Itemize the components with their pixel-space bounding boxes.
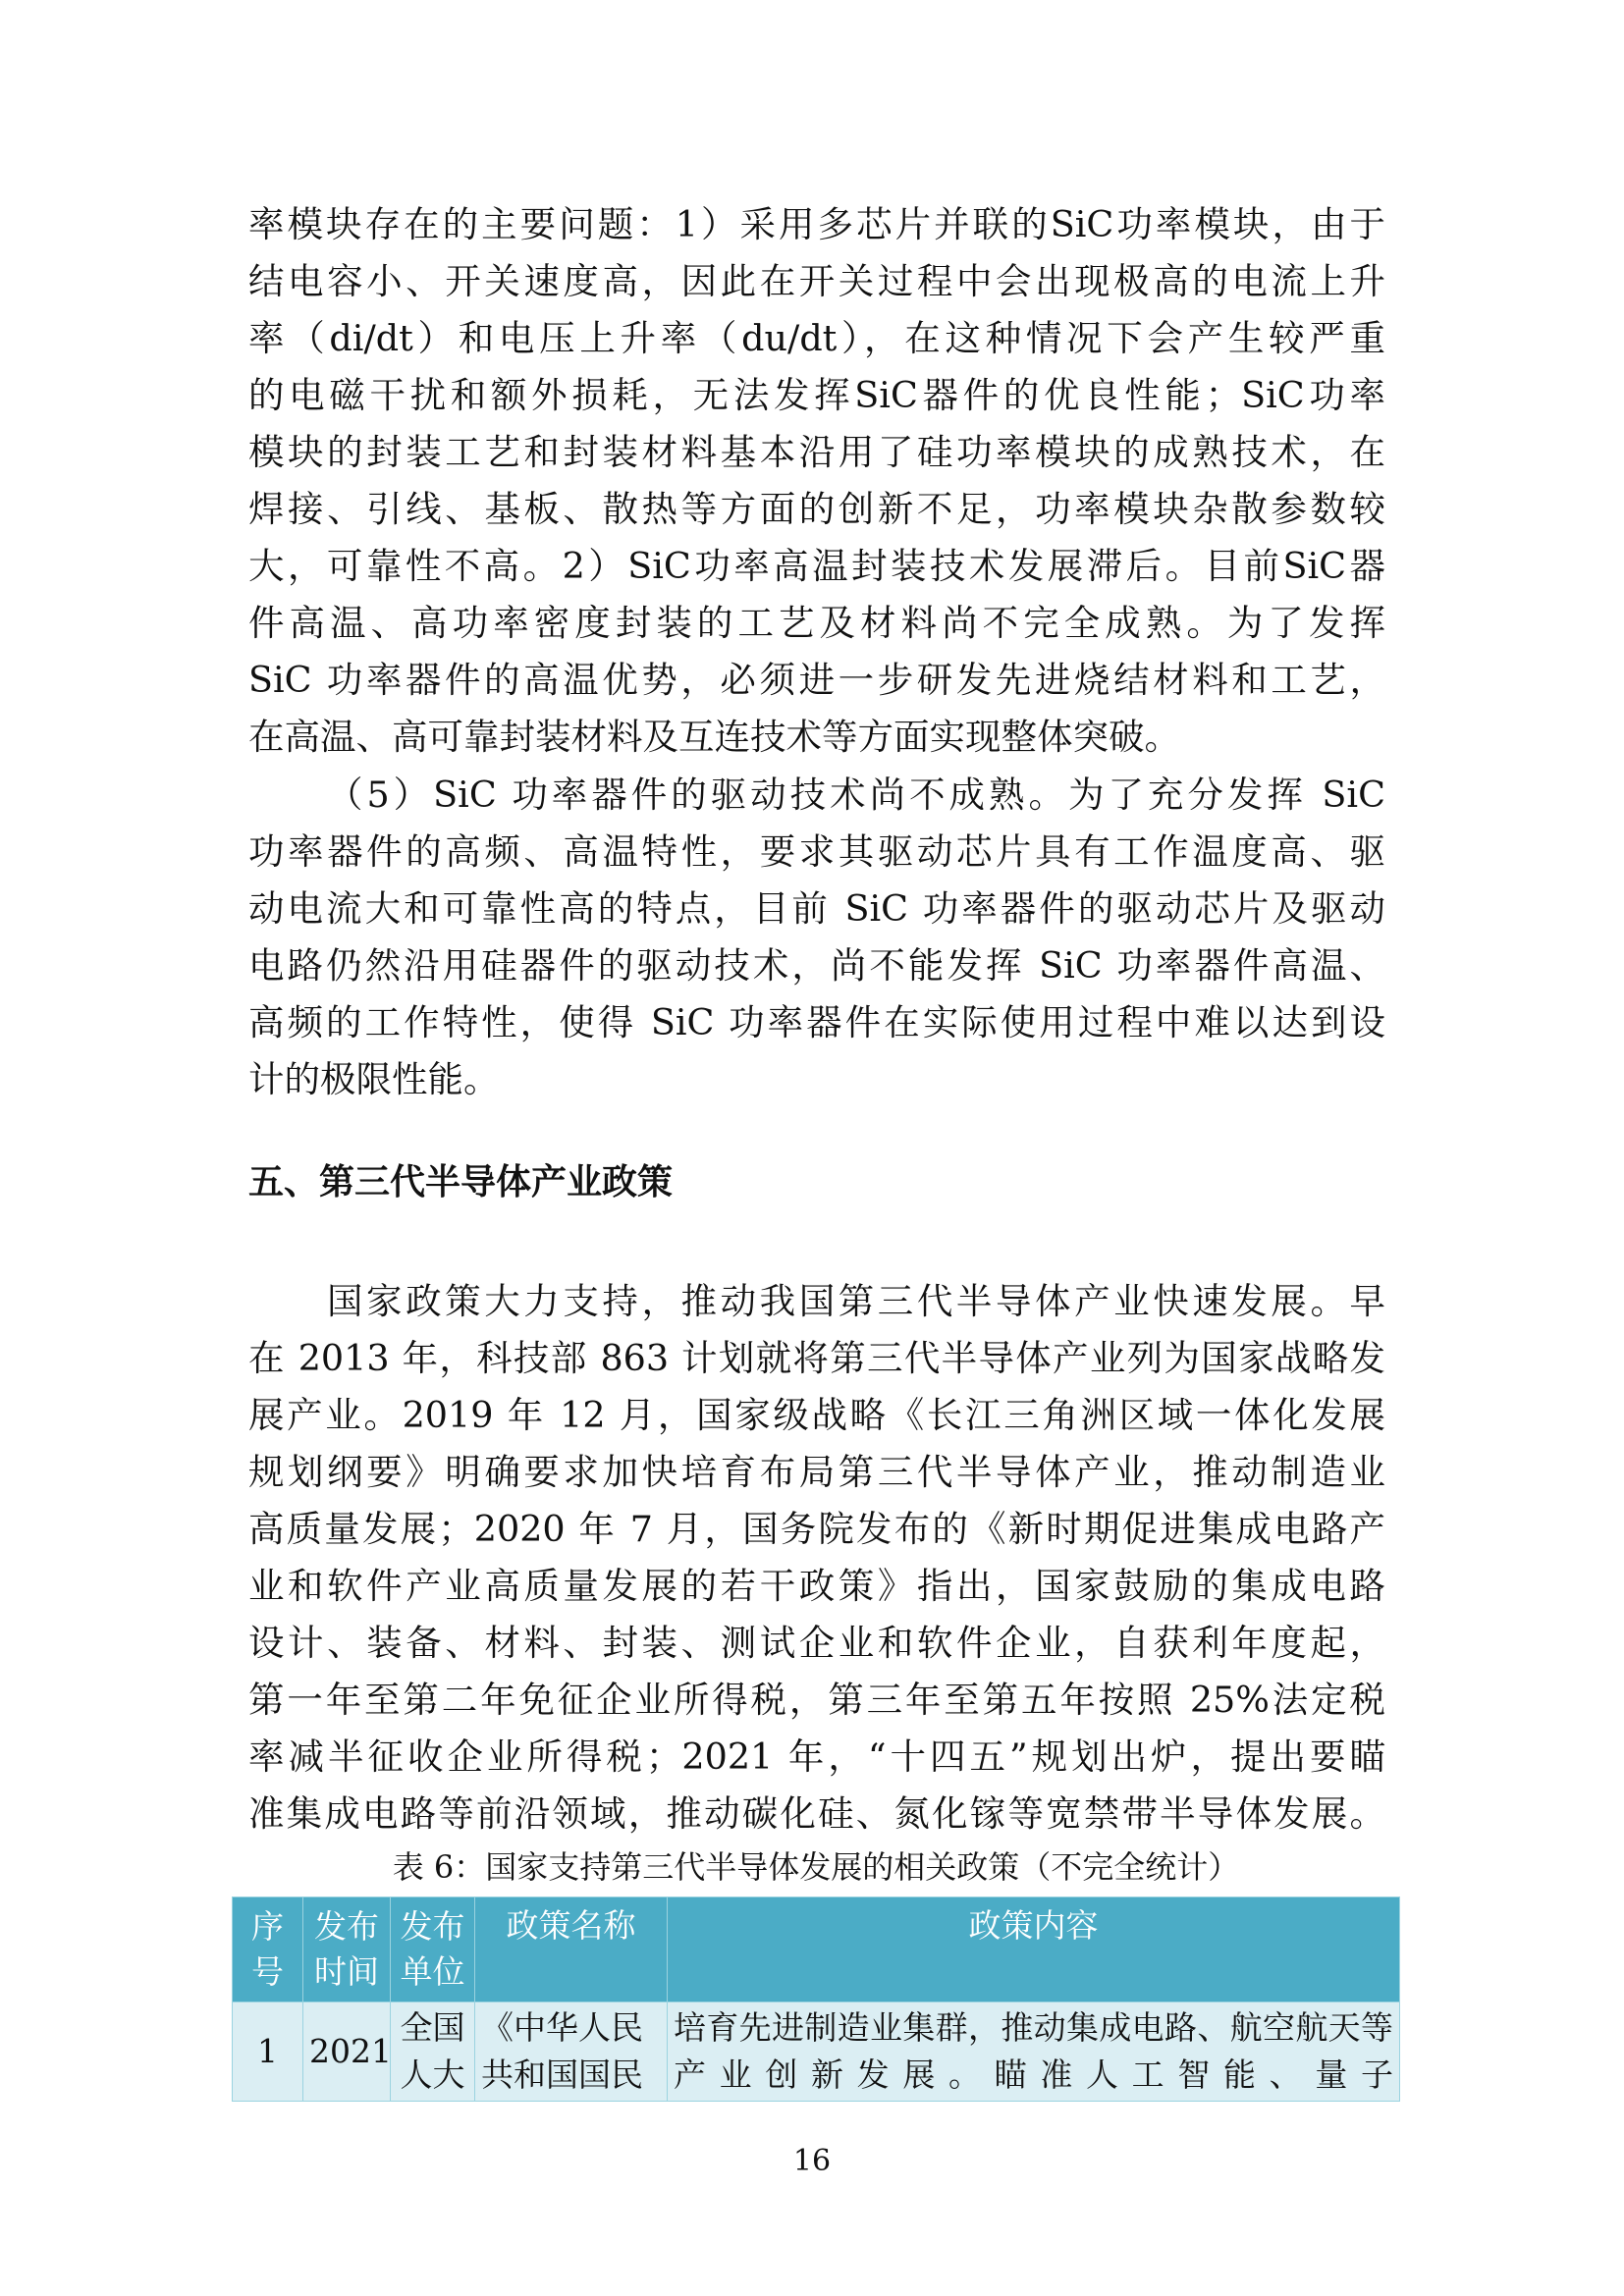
text-line: 动电流大和可靠性高的特点，目前 SiC 功率器件的驱动芯片及驱动 bbox=[248, 887, 1385, 930]
cell-year: 2021 bbox=[303, 2002, 391, 2102]
table-row bbox=[233, 2002, 1400, 2102]
header-index: 序号 bbox=[233, 1897, 303, 2002]
text-line: 设计、装备、材料、封装、测试企业和软件企业，自获利年度起， bbox=[248, 1622, 1385, 1664]
cell-index: 1 bbox=[233, 2002, 303, 2102]
text-line: 率模块存在的主要问题：1）采用多芯片并联的SiC功率模块，由于 bbox=[248, 203, 1385, 245]
policy-table bbox=[232, 1896, 1400, 2102]
text-line: 件高温、高功率密度封装的工艺及材料尚不完全成熟。为了发挥 bbox=[248, 602, 1385, 644]
header-policy-content: 政策内容 bbox=[668, 1897, 1400, 2002]
text-line: 第一年至第二年免征企业所得税，第三年至第五年按照 25%法定税 bbox=[248, 1679, 1385, 1721]
text-line: 焊接、引线、基板、散热等方面的创新不足，功率模块杂散参数较 bbox=[248, 488, 1385, 530]
header-issuer: 发布单位 bbox=[391, 1897, 475, 2002]
text-line: 的电磁干扰和额外损耗，无法发挥SiC器件的优良性能；SiC功率 bbox=[248, 374, 1385, 416]
table-header-row bbox=[233, 1897, 1400, 2002]
text-line: 率（di/dt）和电压上升率（du/dt），在这种情况下会产生较严重 bbox=[248, 317, 1385, 359]
text-line: 国家政策大力支持，推动我国第三代半导体产业快速发展。早 bbox=[327, 1280, 1385, 1322]
text-line: 高质量发展；2020 年 7 月，国务院发布的《新时期促进集成电路产 bbox=[248, 1508, 1385, 1550]
text-line: 准集成电路等前沿领域，推动碳化硅、氮化镓等宽禁带半导体发展。 bbox=[248, 1792, 1385, 1835]
cell-issuer: 全国人大 bbox=[391, 2002, 475, 2102]
cell-policy-name: 《中华人民共和国国民 bbox=[475, 2002, 668, 2102]
text-line: SiC 功率器件的高温优势，必须进一步研发先进烧结材料和工艺， bbox=[248, 659, 1385, 701]
cell-policy-content: 培育先进制造业集群，推动集成电路、航空航天等产业创新发展。瞄准人工智能、量子 bbox=[668, 2002, 1400, 2102]
text-line: 电路仍然沿用硅器件的驱动技术，尚不能发挥 SiC 功率器件高温、 bbox=[248, 944, 1385, 987]
page-number: 16 bbox=[792, 2144, 832, 2178]
text-line: 展产业。2019 年 12 月，国家级战略《长江三角洲区域一体化发展 bbox=[248, 1394, 1385, 1436]
text-line: 率减半征收企业所得税；2021 年，“十四五”规划出炉，提出要瞄 bbox=[248, 1735, 1385, 1778]
text-line: 在 2013 年，科技部 863 计划就将第三代半导体产业列为国家战略发 bbox=[248, 1337, 1385, 1379]
text-line: 高频的工作特性，使得 SiC 功率器件在实际使用过程中难以达到设 bbox=[248, 1001, 1385, 1043]
header-policy-name: 政策名称 bbox=[475, 1897, 668, 2002]
text-line: 计的极限性能。 bbox=[248, 1058, 500, 1100]
table-caption: 表 6：国家支持第三代半导体发展的相关政策（不完全统计） bbox=[392, 1848, 1240, 1886]
text-line: 功率器件的高频、高温特性，要求其驱动芯片具有工作温度高、驱 bbox=[248, 830, 1385, 873]
text-line: 业和软件产业高质量发展的若干政策》指出，国家鼓励的集成电路 bbox=[248, 1565, 1385, 1607]
text-line: （5）SiC 功率器件的驱动技术尚不成熟。为了充分发挥 SiC bbox=[327, 774, 1385, 816]
text-line: 大，可靠性不高。2）SiC功率高温封装技术发展滞后。目前SiC器 bbox=[248, 545, 1385, 587]
text-line: 结电容小、开关速度高，因此在开关过程中会出现极高的电流上升 bbox=[248, 260, 1385, 302]
section-heading: 五、第三代半导体产业政策 bbox=[248, 1162, 674, 1202]
text-line: 模块的封装工艺和封装材料基本沿用了硅功率模块的成熟技术，在 bbox=[248, 431, 1385, 473]
text-line: 规划纲要》明确要求加快培育布局第三代半导体产业，推动制造业 bbox=[248, 1451, 1385, 1493]
text-line: 在高温、高可靠封装材料及互连技术等方面实现整体突破。 bbox=[248, 716, 1180, 758]
header-release-time: 发布时间 bbox=[303, 1897, 391, 2002]
